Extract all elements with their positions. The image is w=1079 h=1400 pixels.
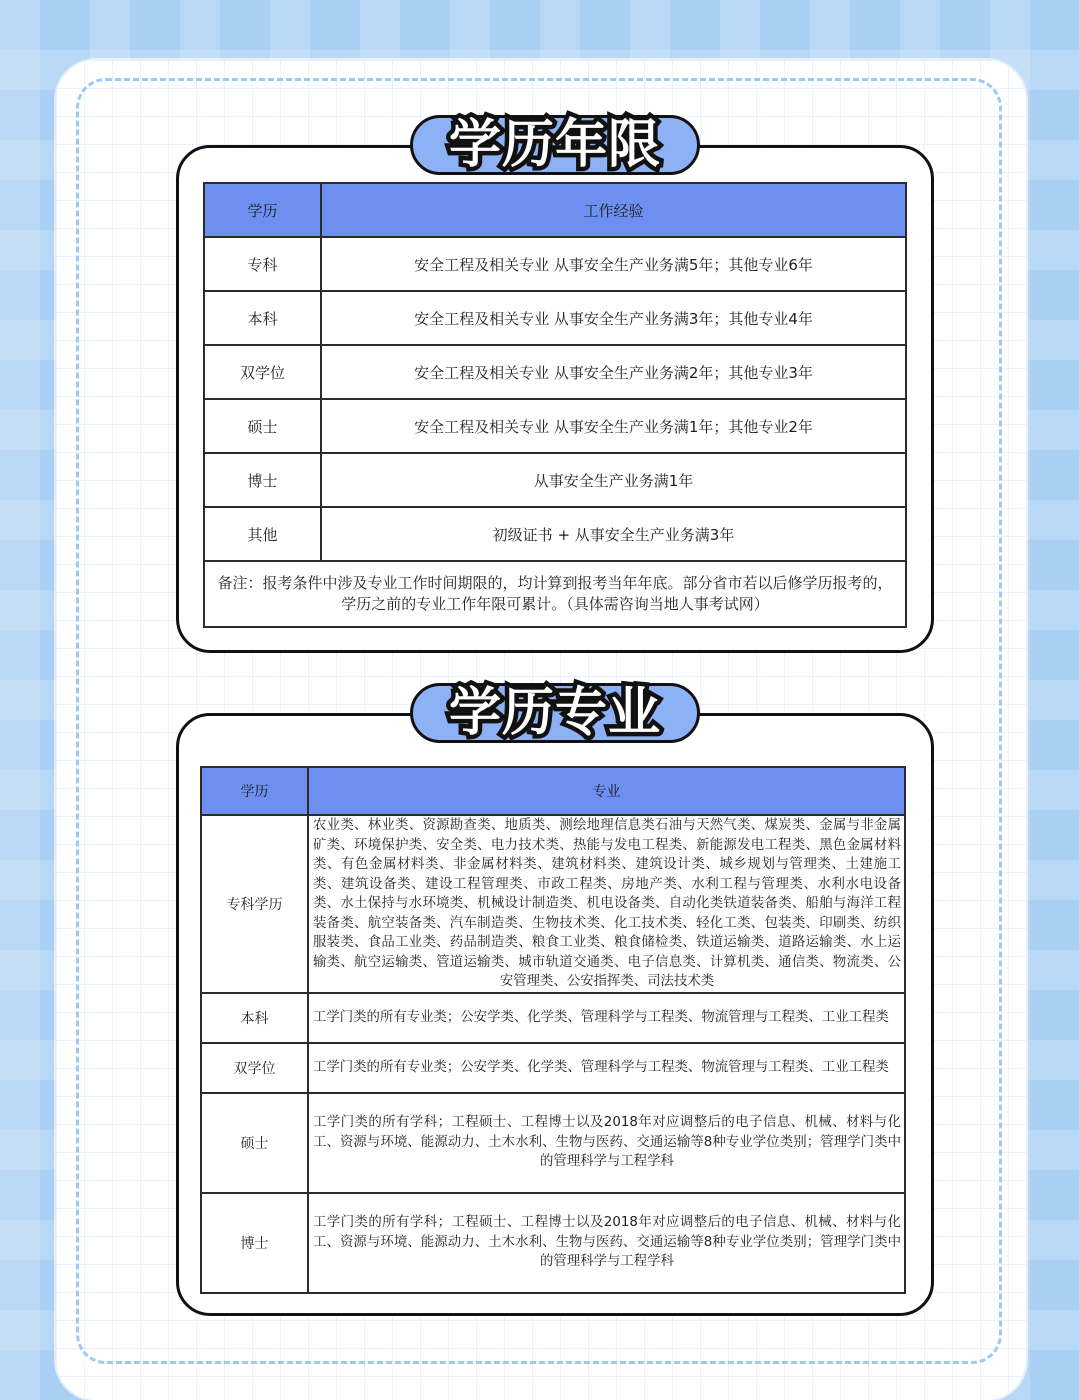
table-header-row: [204, 183, 906, 237]
row-major: 工学门类的所有学科；工程硕士、工程博士以及2018年对应调整后的电子信息、机械、材料与化工、资源与环境、能源动力、土木水利、生物与医药、交通运输等8种专业学位类别；管理学门类中的管理科学与工程学科: [308, 1193, 905, 1293]
row-experience: 初级证书 + 从事安全生产业务满3年: [321, 507, 906, 561]
header-education: 学历: [201, 767, 308, 815]
education-years-table: [203, 182, 907, 628]
table-row: [201, 1043, 905, 1093]
section-title-education-majors: 学历专业: [448, 683, 661, 743]
education-majors-table: [200, 766, 906, 1294]
row-education: 硕士: [201, 1093, 308, 1193]
row-education: 博士: [204, 453, 321, 507]
row-major: 工学门类的所有专业类；公安学类、化学类、管理科学与工程类、物流管理与工程类、工业工程类: [308, 993, 905, 1043]
row-education: 双学位: [201, 1043, 308, 1093]
row-experience: 安全工程及相关专业 从事安全生产业务满3年；其他专业4年: [321, 291, 906, 345]
remark-line-2: 学历之前的专业工作年限可累计。（具体需咨询当地人事考试网）: [341, 595, 769, 613]
table-row: [201, 1193, 905, 1293]
table-row: [204, 507, 906, 561]
row-experience: 安全工程及相关专业 从事安全生产业务满5年；其他专业6年: [321, 237, 906, 291]
row-education: 专科: [204, 237, 321, 291]
row-education: 其他: [204, 507, 321, 561]
header-education: 学历: [204, 183, 321, 237]
header-major: 专业: [308, 767, 905, 815]
row-experience: 从事安全生产业务满1年: [321, 453, 906, 507]
row-education: 双学位: [204, 345, 321, 399]
table-row: [201, 1093, 905, 1193]
row-experience: 安全工程及相关专业 从事安全生产业务满2年；其他专业3年: [321, 345, 906, 399]
row-major: 工学门类的所有专业类；公安学类、化学类、管理科学与工程类、物流管理与工程类、工业工程类: [308, 1043, 905, 1093]
row-major: 工学门类的所有学科；工程硕士、工程博士以及2018年对应调整后的电子信息、机械、材料与化工、资源与环境、能源动力、土木水利、生物与医药、交通运输等8种专业学位类别；管理学门类中的管理科学与工程学科: [308, 1093, 905, 1193]
row-education: 博士: [201, 1193, 308, 1293]
row-education: 硕士: [204, 399, 321, 453]
row-major: 农业类、林业类、资源勘查类、地质类、测绘地理信息类石油与天然气类、煤炭类、金属与非金属矿类、环境保护类、安全类、电力技术类、热能与发电工程类、新能源发电工程类、黑色金属材料类、有色金属材料类、非金属材料类、建筑材料类、建筑设计类、城乡规划与管理类、土建施工类、建筑设备类、建设工程管理类、市政工程类、房地产类、水利工程与管理类、水利水电设备类、水土保持与水环境类、机械设计制造类、机电设备类、自动化类铁道装备类、船舶与海洋工程装备类、航空装备类、汽车制造类、生物技术类、化工技术类、轻化工类、包装类、印刷类、纺织服装类、食品工业类、药品制造类、粮食工业类、粮食储检类、铁道运输类、道路运输类、水上运输类、航空运输类、管道运输类、城市轨道交通类、电子信息类、计算机类、通信类、物流类、公安管理类、公安指挥类、司法技术类: [308, 815, 905, 993]
remark-note: [204, 561, 906, 627]
header-work-experience: 工作经验: [321, 183, 906, 237]
row-education: 专科学历: [201, 815, 308, 993]
table-row: [204, 399, 906, 453]
section-title-education-years: 学历年限: [448, 115, 661, 175]
table-row: [204, 237, 906, 291]
row-education: 本科: [201, 993, 308, 1043]
remark-line-1: 备注：报考条件中涉及专业工作时间期限的，均计算到报考当年年底。部分省市若以后修学历报考的，: [217, 574, 893, 592]
table-row: [204, 345, 906, 399]
table-row: [204, 291, 906, 345]
row-experience: 安全工程及相关专业 从事安全生产业务满1年；其他专业2年: [321, 399, 906, 453]
row-education: 本科: [204, 291, 321, 345]
table-row: [201, 815, 905, 993]
note-row: [204, 561, 906, 627]
table-row: [201, 993, 905, 1043]
table-header-row: [201, 767, 905, 815]
table-row: [204, 453, 906, 507]
